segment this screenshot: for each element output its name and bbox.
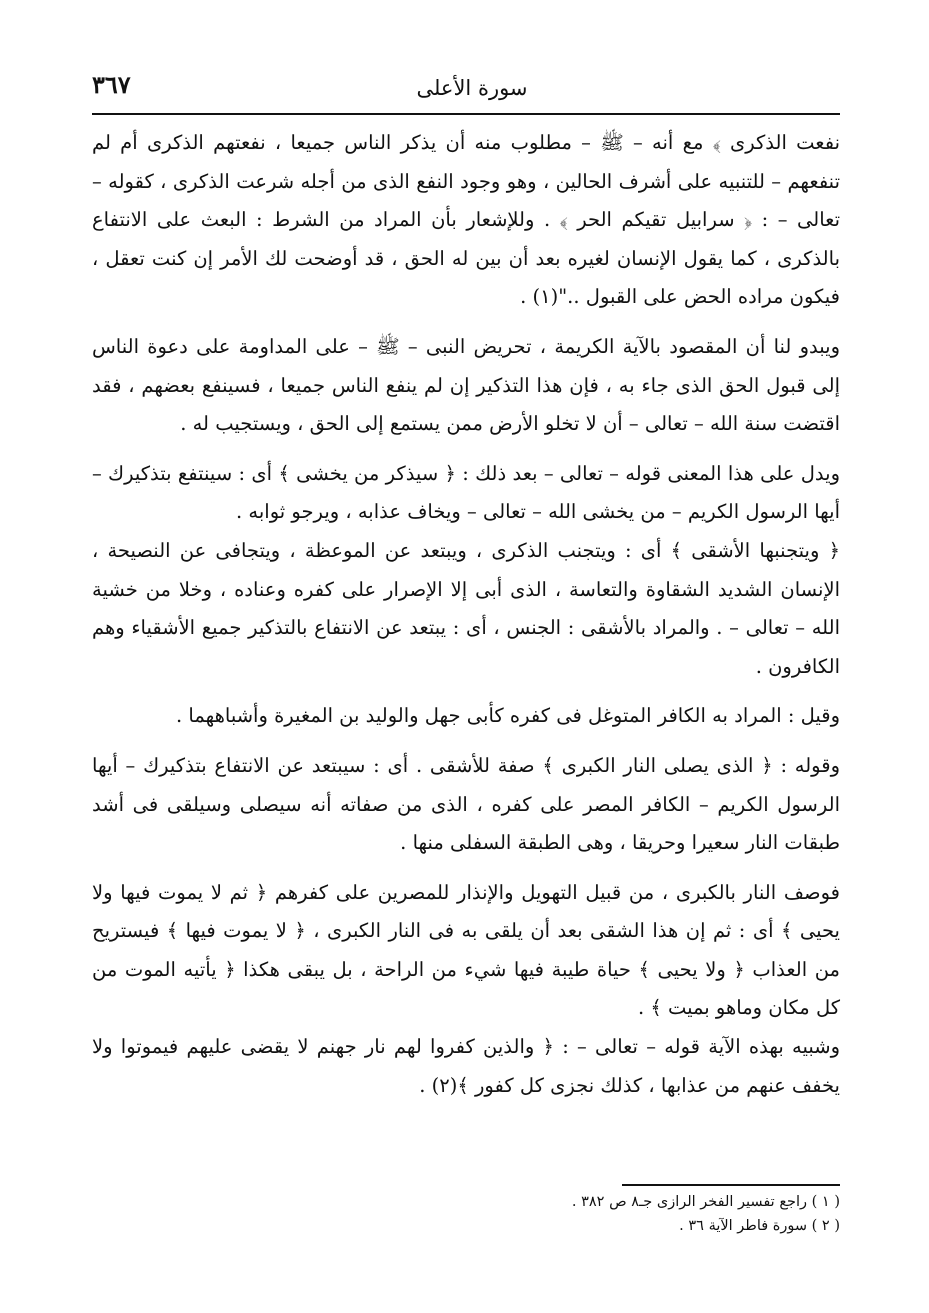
paragraph-2: ويبدو لنا أن المقصود بالآية الكريمة ، تحريض النبى – ﷺ – على المداومة على دعوة الناس إلى قبول الحق الذى جاء به ، فإن هذا التذكير إن لم ينفع الناس جميعا ، فسينفع بعضهم ، فقد اقتضت سنة الله – تعالى – أن لا تخلو الأرض ممن يستمع إلى الحق ، ويستجيب له . xyxy=(92,334,840,436)
paragraph-8: وشبيه بهذه الآية قوله – تعالى – : ﴿ والذين كفروا لهم نار جهنم لا يقضى عليهم فيموتوا ولا يخفف عنهم من عذابها ، كذلك نجزى كل كفور ﴾(٢) . xyxy=(92,1035,840,1097)
header-divider xyxy=(92,113,840,115)
sura-title: سورة الأعلى xyxy=(416,76,528,100)
paragraph-4: ﴿ ويتجنبها الأشقى ﴾ أى : ويتجنب الذكرى ، ويبتعد عن الموعظة ، ويتجافى عن النصيحة ، الإنسان الشديد الشقاوة والتعاسة ، الذى أبى إلا الإصرار على كفره وعناده ، وخلا من خشية الله – تعالى – . والمراد بالأشقى : الجنس ، أى : يبتعد عن الانتفاع بالتذكير جميع الأشقياء وهم الكافرون . xyxy=(92,538,840,678)
footnotes xyxy=(92,1190,840,1238)
footnote-divider xyxy=(622,1184,840,1186)
paragraph-3: ويدل على هذا المعنى قوله – تعالى – بعد ذلك : ﴿ سيذكر من يخشى ﴾ أى : سينتفع بتذكيرك – أيها الرسول الكريم – من يخشى الله – تعالى – ويخاف عذابه ، ويرجو ثوابه . xyxy=(92,461,840,524)
paragraph-6: وقوله : ﴿ الذى يصلى النار الكبرى ﴾ صفة للأشقى . أى : سيبتعد عن الانتفاع بتذكيرك – أيها الرسول الكريم – الكافر المصر على كفره ، الذى من صفاته أنه سيصلى وسيلقى فى أشد طبقات النار سعيرا وحريقا ، وهى الطبقة السفلى منها . xyxy=(92,753,840,855)
footnote-1: ( ١ ) راجع تفسير الفخر الرازى جـ٨ ص ٣٨٢ . xyxy=(571,1194,840,1210)
page-number: ٣٦٧ xyxy=(92,70,131,99)
paragraph-1: نفعت الذكرى ﴾ مع أنه – ﷺ – مطلوب منه أن يذكر الناس جميعا ، نفعتهم الذكرى أم لم تنفعهم – للتنبيه على أشرف الحالين ، وهو وجود النفع الذى من أجله شرعت الذكرى ، كقوله – تعالى – : ﴿ سرابيل تقيكم الحر ﴾ . وللإشعار بأن المراد من الشرط : البعث على الانتفاع بالذكرى ، كما يقول الإنسان لغيره بعد أن بين له الحق ، قد أوضحت لك الأمر إن كنت تعقل ، فيكون مراده الحض على القبول .."(١) . xyxy=(92,131,840,309)
footnote-2: ( ٢ ) سورة فاطر الآية ٣٦ . xyxy=(679,1218,840,1234)
paragraph-5: وقيل : المراد به الكافر المتوغل فى كفره كأبى جهل والوليد بن المغيرة وأشباههما . xyxy=(176,704,840,728)
paragraph-7: فوصف النار بالكبرى ، من قبيل التهويل والإنذار للمصرين على كفرهم ﴿ ثم لا يموت فيها ولا يحيى ﴾ أى : ثم إن هذا الشقى بعد أن يلقى به فى النار الكبرى ، ﴿ لا يموت فيها ﴾ فيستريح من العذاب ﴿ ولا يحيى ﴾ حياة طيبة فيها شيء من الراحة ، بل يبقى هكذا ﴿ يأتيه الموت من كل مكان وماهو بميت ﴾ . xyxy=(92,880,840,1020)
page-header xyxy=(92,62,840,108)
page-body xyxy=(92,124,840,1105)
